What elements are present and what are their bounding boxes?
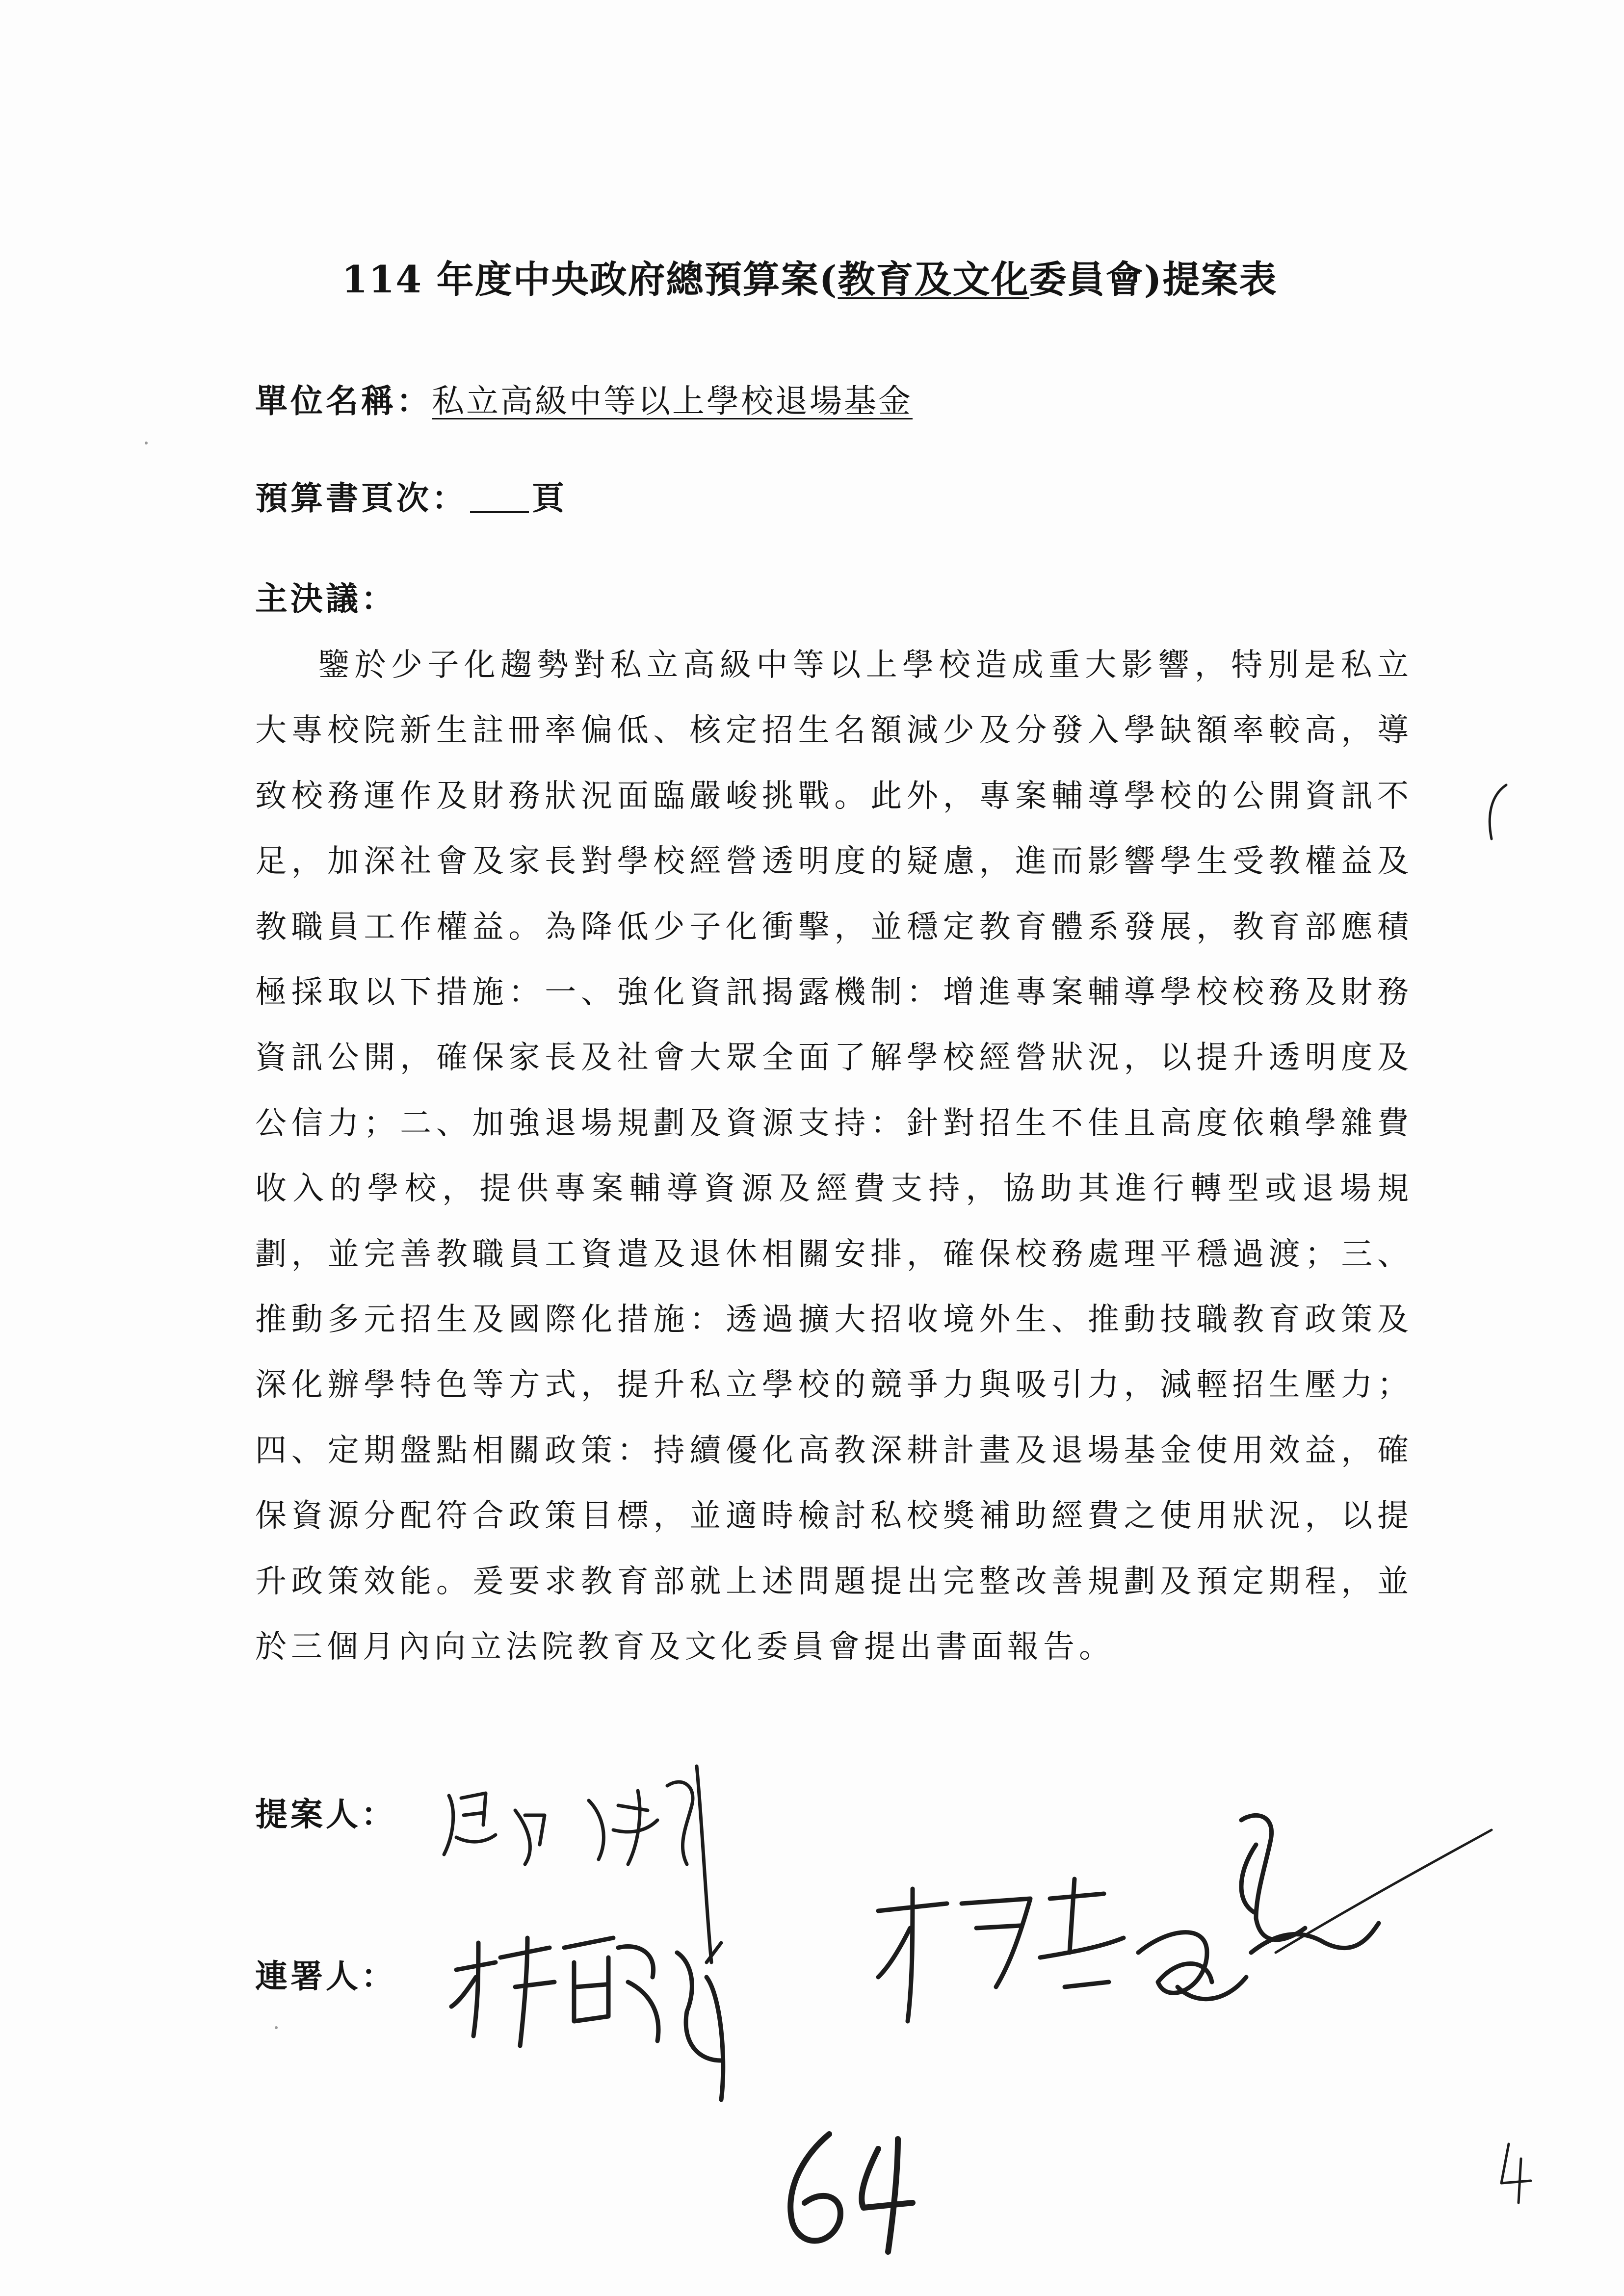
title-prefix: 114 年度中央政府總預算案( bbox=[341, 258, 838, 301]
title-committee: 教育及文化 bbox=[838, 258, 1029, 301]
unit-name-label: 單位名稱： bbox=[255, 382, 432, 420]
budget-page-label: 預算書頁次： bbox=[255, 479, 467, 517]
resolution-heading-row bbox=[255, 576, 396, 621]
budget-page-row bbox=[255, 476, 564, 521]
scan-speck bbox=[145, 442, 148, 444]
resolution-heading: 主決議： bbox=[255, 579, 396, 618]
proposer-label: 提案人： bbox=[255, 1795, 396, 1833]
cosigner-signature-1 bbox=[451, 1938, 723, 2100]
unit-name-row bbox=[255, 379, 913, 423]
margin-mark bbox=[1490, 785, 1506, 839]
page-number-64 bbox=[790, 2134, 913, 2252]
unit-name-value: 私立高級中等以上學校退場基金 bbox=[432, 382, 913, 420]
budget-page-unit: 頁 bbox=[532, 479, 564, 517]
cosigner-label: 連署人： bbox=[255, 1957, 396, 1995]
budget-page-blank bbox=[470, 482, 529, 513]
corner-page-number-4 bbox=[1501, 2144, 1531, 2203]
scan-speck bbox=[275, 2026, 278, 2029]
title-suffix: 委員會)提案表 bbox=[1029, 258, 1278, 301]
cosigner-signature-2 bbox=[878, 1815, 1492, 2021]
resolution-body: 鑒於少子化趨勢對私立高級中等以上學校造成重大影響，特別是私立大專校院新生註冊率偏低、核定招生名額減少及分發入學缺額率較高，導致校務運作及財務狀況面臨嚴峻挑戰。此外，專案輔導學校的公開資訊不足，加深社會及家長對學校經營透明度的疑慮，進而影響學生受教權益及教職員工作權益。為降低少子化衝擊，並穩定教育體系發展，教育部應積極採取以下措施：一、強化資訊揭露機制：增進專案輔導學校校務及財務資訊公開，確保家長及社會大眾全面了解學校經營狀況，以提升透明度及公信力；二、加強退場規劃及資源支持：針對招生不佳且高度依賴學雜費收入的學校，提供專案輔導資源及經費支持，協助其進行轉型或退場規劃，並完善教職員工資遣及退休相關安排，確保校務處理平穩過渡；三、推動多元招生及國際化措施：透過擴大招收境外生、推動技職教育政策及深化辦學特色等方式，提升私立學校的競爭力與吸引力，減輕招生壓力；四、定期盤點相關政策：持續優化高教深耕計畫及退場基金使用效益，確保資源分配符合政策目標，並適時檢討私校獎補助經費之使用狀況，以提升政策效能。爰要求教育部就上述問題提出完整改善規劃及預定期程，並於三個月內向立法院教育及文化委員會提出書面報告。 bbox=[255, 647, 1413, 1666]
proposer-signature bbox=[444, 1766, 721, 1962]
document-title bbox=[196, 255, 1423, 304]
